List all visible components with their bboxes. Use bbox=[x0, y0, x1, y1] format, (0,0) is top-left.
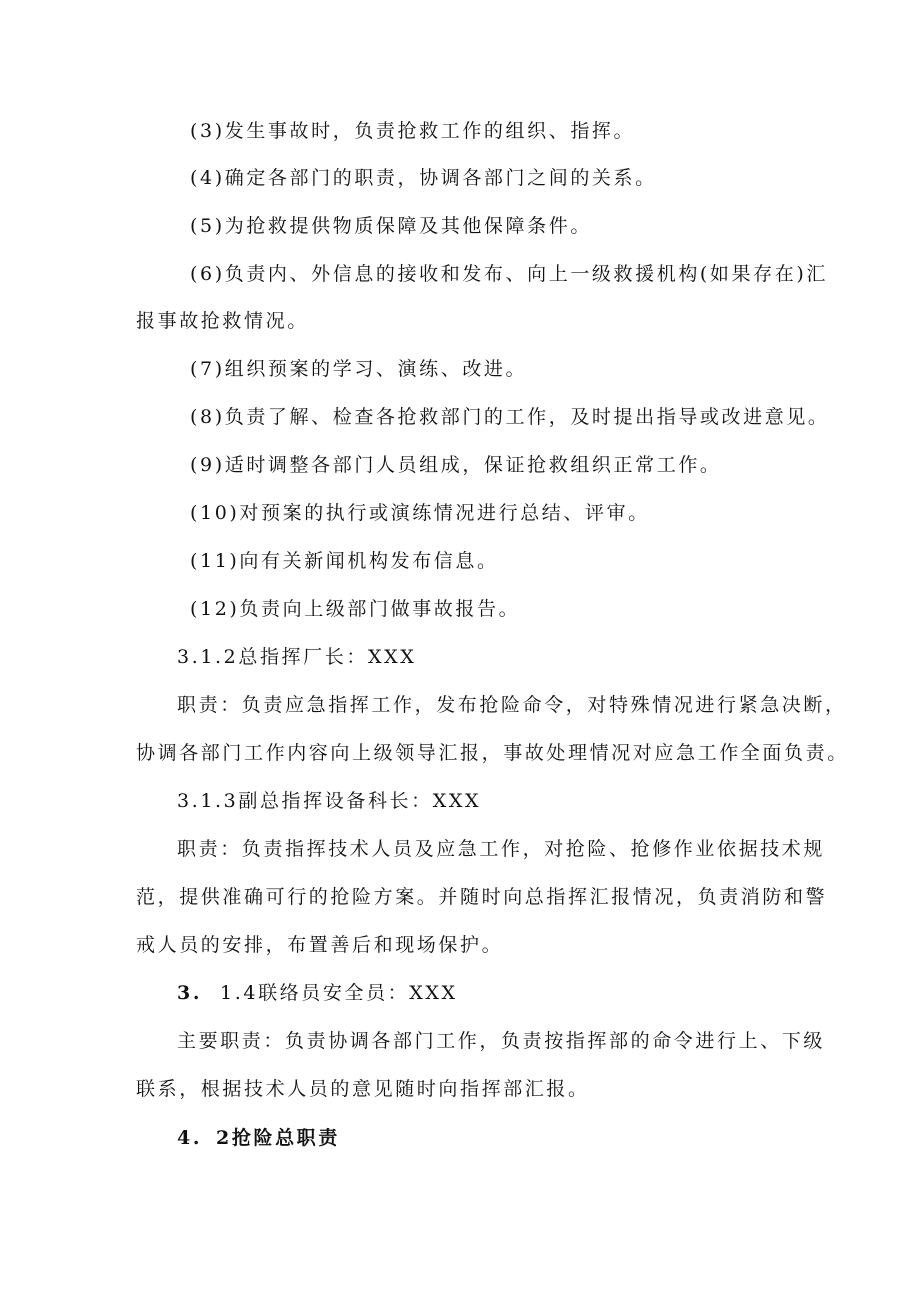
section-42-heading bbox=[177, 1126, 340, 1150]
list-item: (10)对预案的执行或演练情况进行总结、评审。 bbox=[190, 502, 650, 524]
list-item: (7)组织预案的学习、演练、改进。 bbox=[190, 358, 528, 380]
section-314-heading bbox=[177, 981, 458, 1005]
section-312-duty: 职责：负责应急指挥工作，发布抢险命令，对特殊情况进行紧急决断， bbox=[177, 694, 847, 716]
section-313-duty: 范，提供准确可行的抢险方案。并随时向总指挥汇报情况，负责消防和警 bbox=[136, 886, 828, 908]
list-item: (8)负责了解、检查各抢救部门的工作，及时提出指导或改进意见。 bbox=[190, 406, 830, 428]
list-item: (4)确定各部门的职责，协调各部门之间的关系。 bbox=[190, 167, 657, 189]
section-314-heading-number: 3. bbox=[177, 982, 203, 1004]
list-item-continuation: 报事故抢救情况。 bbox=[136, 310, 309, 332]
list-item: (5)为抢救提供物质保障及其他保障条件。 bbox=[190, 215, 592, 237]
list-item: (9)适时调整各部门人员组成，保证抢救组织正常工作。 bbox=[190, 454, 722, 476]
section-313-duty: 戒人员的安排，布置善后和现场保护。 bbox=[136, 934, 504, 956]
list-item: (3)发生事故时，负责抢救工作的组织、指挥。 bbox=[190, 120, 636, 142]
section-312-duty: 协调各部门工作内容向上级领导汇报，事故处理情况对应急工作全面负责。 bbox=[136, 742, 849, 764]
section-42-heading-number: 4. bbox=[177, 1127, 203, 1149]
list-item: (12)负责向上级部门做事故报告。 bbox=[190, 598, 521, 620]
section-313-heading: 3.1.3副总指挥设备科长：XXX bbox=[177, 790, 482, 812]
section-313-duty: 职责：负责指挥技术人员及应急工作，对抢险、抢修作业依据技术规 bbox=[177, 838, 826, 860]
section-314-heading-text: 1.4联络员安全员：XXX bbox=[220, 982, 458, 1004]
section-312-heading: 3.1.2总指挥厂长：XXX bbox=[177, 646, 417, 668]
section-314-duty: 联系，根据技术人员的意见随时向指挥部汇报。 bbox=[136, 1078, 590, 1100]
list-item: (11)向有关新闻机构发布信息。 bbox=[190, 550, 499, 572]
section-42-heading-text: 2抢险总职责 bbox=[216, 1127, 340, 1149]
list-item: (6)负责内、外信息的接收和发布、向上一级救援机构(如果存在)汇 bbox=[190, 263, 828, 285]
section-314-duty: 主要职责：负责协调各部门工作，负责按指挥部的命令进行上、下级 bbox=[177, 1030, 826, 1052]
